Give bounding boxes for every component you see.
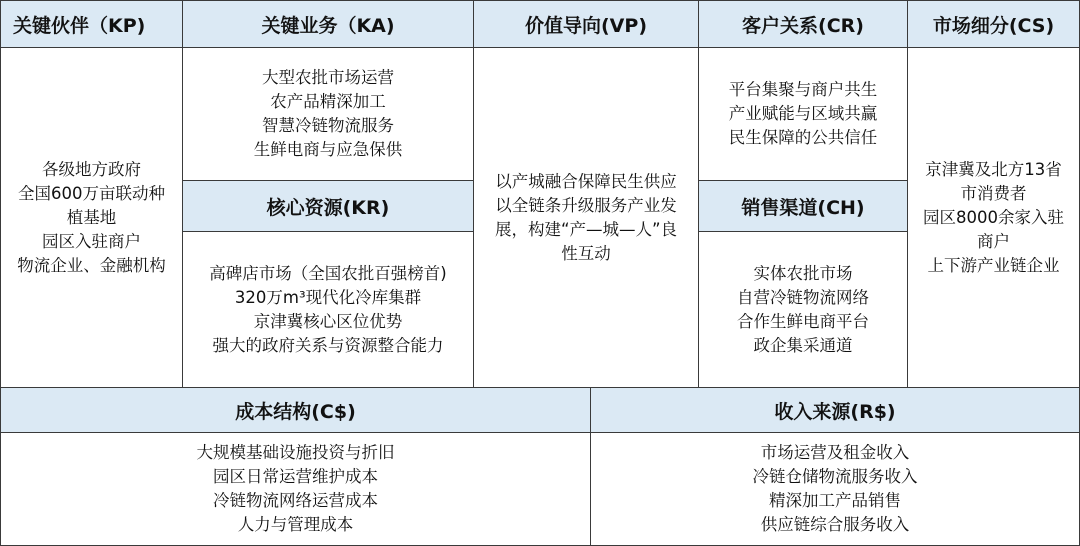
ch-line: 实体农批市场 <box>753 263 853 283</box>
rev-line: 供应链综合服务收入 <box>760 515 910 534</box>
rev-line: 冷链仓储物流服务收入 <box>752 467 918 486</box>
kr-content <box>182 231 474 388</box>
cost-line: 人力与管理成本 <box>237 515 354 534</box>
ch-header: 销售渠道(CH) <box>698 180 908 232</box>
kr-line: 320万m³现代化冷库集群 <box>234 287 422 307</box>
cost-line: 园区日常运营维护成本 <box>213 467 378 486</box>
ka-line: 农产品精深加工 <box>270 92 386 111</box>
rev-line: 市场运营及租金收入 <box>760 443 910 462</box>
ch-line: 合作生鲜电商平台 <box>737 311 869 331</box>
cr-line: 产业赋能与区域共赢 <box>728 104 878 123</box>
cost-header: 成本结构(C$) <box>0 387 591 433</box>
ka-line: 生鲜电商与应急保供 <box>253 140 403 159</box>
vp-line: 展，构建“产—城—人”良 <box>494 219 678 239</box>
ch-line: 自营冷链物流网络 <box>737 287 869 307</box>
kr-header: 核心资源(KR) <box>182 180 474 232</box>
cs-line: 市消费者 <box>960 183 1027 203</box>
cs-line: 京津冀及北方13省 <box>925 159 1062 179</box>
cr-content <box>698 47 908 181</box>
ka-line: 智慧冷链物流服务 <box>262 116 394 135</box>
cost-line: 冷链物流网络运营成本 <box>213 491 378 510</box>
ch-content <box>698 231 908 388</box>
ka-content <box>182 47 474 181</box>
kr-line: 京津冀核心区位优势 <box>253 311 403 331</box>
vp-line: 以产城融合保障民生供应 <box>495 171 677 191</box>
kp-content <box>0 47 183 388</box>
cr-line: 民生保障的公共信任 <box>728 128 878 147</box>
cs-line: 商户 <box>977 231 1010 251</box>
cs-line: 上下游产业链企业 <box>927 255 1060 275</box>
ka-header: 关键业务（KA) <box>182 0 474 48</box>
cr-header: 客户关系(CR) <box>698 0 908 48</box>
rev-header: 收入来源(R$) <box>590 387 1080 433</box>
kr-line: 强大的政府关系与资源整合能力 <box>212 335 444 355</box>
cs-content <box>907 47 1080 388</box>
kr-line: 高碑店市场（全国农批百强榜首) <box>209 263 447 283</box>
cr-line: 平台集聚与商户共生 <box>728 80 878 99</box>
cost-line: 大规模基础设施投资与折旧 <box>196 443 395 462</box>
kp-line: 全国600万亩联动种 <box>18 183 165 203</box>
ch-line: 政企集采通道 <box>753 335 853 355</box>
vp-line: 以全链条升级服务产业发 <box>495 195 677 215</box>
rev-content <box>590 432 1080 546</box>
vp-line: 性互动 <box>561 243 611 263</box>
kp-line: 植基地 <box>66 207 117 227</box>
kp-line: 园区入驻商户 <box>42 231 141 251</box>
vp-header: 价值导向(VP) <box>473 0 699 48</box>
cs-header: 市场细分(CS) <box>907 0 1080 48</box>
kp-line: 各级地方政府 <box>42 159 141 179</box>
cs-line: 园区8000余家入驻 <box>923 207 1064 227</box>
vp-content <box>473 47 699 388</box>
cost-content <box>0 432 591 546</box>
rev-line: 精深加工产品销售 <box>769 491 901 510</box>
ka-line: 大型农批市场运营 <box>262 68 394 87</box>
kp-header: 关键伙伴（KP) <box>0 0 183 48</box>
kp-line: 物流企业、金融机构 <box>17 255 166 275</box>
